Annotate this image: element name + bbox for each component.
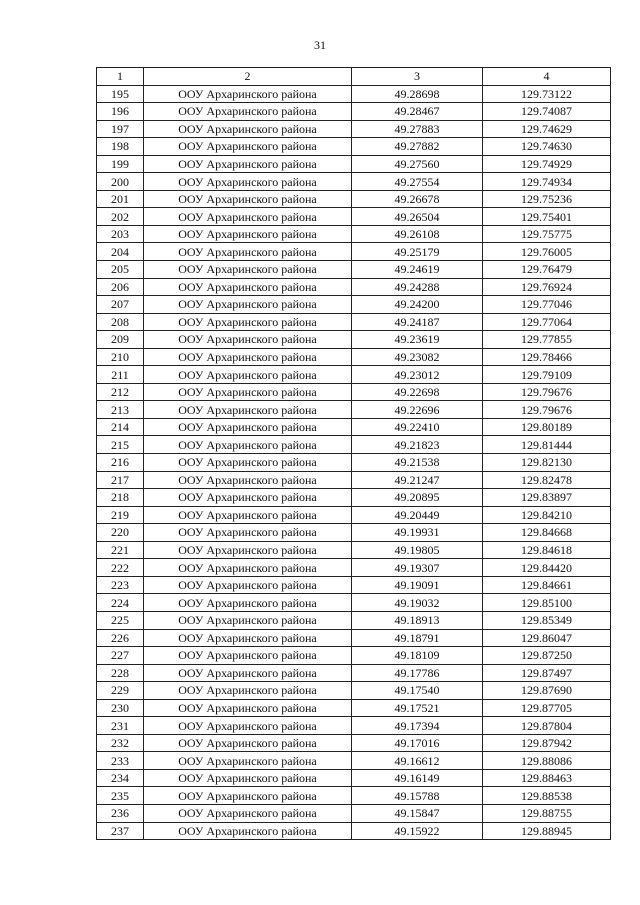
table-row xyxy=(97,594,611,612)
latitude-cell: 49.23082 xyxy=(352,348,483,366)
longitude-cell: 129.85100 xyxy=(483,594,611,612)
organization-cell: ООУ Архаринского района xyxy=(144,243,352,261)
row-number-cell: 203 xyxy=(97,225,144,243)
longitude-cell: 129.84668 xyxy=(483,524,611,542)
table-row xyxy=(97,208,611,226)
longitude-cell: 129.84420 xyxy=(483,559,611,577)
table-row xyxy=(97,278,611,296)
table-row xyxy=(97,647,611,665)
organization-cell: ООУ Архаринского района xyxy=(144,190,352,208)
organization-cell: ООУ Архаринского района xyxy=(144,348,352,366)
table-row xyxy=(97,138,611,156)
table-row xyxy=(97,85,611,103)
table-row xyxy=(97,734,611,752)
row-number-cell: 235 xyxy=(97,787,144,805)
organization-cell: ООУ Архаринского района xyxy=(144,383,352,401)
organization-cell: ООУ Архаринского района xyxy=(144,489,352,507)
table-row xyxy=(97,664,611,682)
latitude-cell: 49.21538 xyxy=(352,454,483,472)
latitude-cell: 49.26108 xyxy=(352,225,483,243)
row-number-cell: 222 xyxy=(97,559,144,577)
table-row xyxy=(97,173,611,191)
table-row xyxy=(97,682,611,700)
row-number-cell: 206 xyxy=(97,278,144,296)
latitude-cell: 49.22698 xyxy=(352,383,483,401)
latitude-cell: 49.22410 xyxy=(352,418,483,436)
latitude-cell: 49.27554 xyxy=(352,173,483,191)
row-number-cell: 214 xyxy=(97,418,144,436)
table-row xyxy=(97,717,611,735)
table-row xyxy=(97,524,611,542)
longitude-cell: 129.74934 xyxy=(483,173,611,191)
organization-cell: ООУ Архаринского района xyxy=(144,261,352,279)
table-row xyxy=(97,401,611,419)
organization-cell: ООУ Архаринского района xyxy=(144,594,352,612)
longitude-cell: 129.88086 xyxy=(483,752,611,770)
longitude-cell: 129.83897 xyxy=(483,489,611,507)
organization-cell: ООУ Архаринского района xyxy=(144,506,352,524)
longitude-cell: 129.73122 xyxy=(483,85,611,103)
latitude-cell: 49.24288 xyxy=(352,278,483,296)
row-number-cell: 196 xyxy=(97,103,144,121)
longitude-cell: 129.82478 xyxy=(483,471,611,489)
organization-cell: ООУ Архаринского района xyxy=(144,647,352,665)
row-number-cell: 224 xyxy=(97,594,144,612)
latitude-cell: 49.18791 xyxy=(352,629,483,647)
table-body xyxy=(97,68,611,840)
organization-cell: ООУ Архаринского района xyxy=(144,717,352,735)
latitude-cell: 49.15788 xyxy=(352,787,483,805)
latitude-cell: 49.23012 xyxy=(352,366,483,384)
longitude-cell: 129.77046 xyxy=(483,296,611,314)
latitude-cell: 49.19307 xyxy=(352,559,483,577)
latitude-cell: 49.27560 xyxy=(352,155,483,173)
longitude-cell: 129.87497 xyxy=(483,664,611,682)
table-row xyxy=(97,348,611,366)
organization-cell: ООУ Архаринского района xyxy=(144,752,352,770)
row-number-cell: 233 xyxy=(97,752,144,770)
organization-cell: ООУ Архаринского района xyxy=(144,225,352,243)
organization-cell: ООУ Архаринского района xyxy=(144,822,352,840)
table-row xyxy=(97,103,611,121)
longitude-cell: 129.80189 xyxy=(483,418,611,436)
latitude-cell: 49.17521 xyxy=(352,699,483,717)
longitude-cell: 129.75236 xyxy=(483,190,611,208)
row-number-cell: 198 xyxy=(97,138,144,156)
header-cell-4: 4 xyxy=(483,68,611,86)
row-number-cell: 195 xyxy=(97,85,144,103)
organization-cell: ООУ Архаринского района xyxy=(144,120,352,138)
longitude-cell: 129.79676 xyxy=(483,401,611,419)
longitude-cell: 129.75775 xyxy=(483,225,611,243)
row-number-cell: 229 xyxy=(97,682,144,700)
latitude-cell: 49.24187 xyxy=(352,313,483,331)
table-row xyxy=(97,436,611,454)
latitude-cell: 49.17786 xyxy=(352,664,483,682)
table-row xyxy=(97,611,611,629)
organization-cell: ООУ Архаринского района xyxy=(144,138,352,156)
table-row xyxy=(97,243,611,261)
latitude-cell: 49.19091 xyxy=(352,576,483,594)
longitude-cell: 129.88755 xyxy=(483,804,611,822)
organization-cell: ООУ Архаринского района xyxy=(144,471,352,489)
row-number-cell: 218 xyxy=(97,489,144,507)
header-cell-1: 1 xyxy=(97,68,144,86)
organization-cell: ООУ Архаринского района xyxy=(144,436,352,454)
latitude-cell: 49.28698 xyxy=(352,85,483,103)
organization-cell: ООУ Архаринского района xyxy=(144,366,352,384)
organization-cell: ООУ Архаринского района xyxy=(144,734,352,752)
table-row xyxy=(97,454,611,472)
longitude-cell: 129.74630 xyxy=(483,138,611,156)
longitude-cell: 129.77064 xyxy=(483,313,611,331)
table-row xyxy=(97,699,611,717)
longitude-cell: 129.87804 xyxy=(483,717,611,735)
latitude-cell: 49.18109 xyxy=(352,647,483,665)
table-row xyxy=(97,541,611,559)
latitude-cell: 49.23619 xyxy=(352,331,483,349)
organization-cell: ООУ Архаринского района xyxy=(144,173,352,191)
table-row xyxy=(97,804,611,822)
row-number-cell: 226 xyxy=(97,629,144,647)
longitude-cell: 129.84661 xyxy=(483,576,611,594)
row-number-cell: 200 xyxy=(97,173,144,191)
row-number-cell: 223 xyxy=(97,576,144,594)
latitude-cell: 49.27882 xyxy=(352,138,483,156)
longitude-cell: 129.88463 xyxy=(483,769,611,787)
row-number-cell: 236 xyxy=(97,804,144,822)
header-cell-2: 2 xyxy=(144,68,352,86)
longitude-cell: 129.76005 xyxy=(483,243,611,261)
organization-cell: ООУ Архаринского района xyxy=(144,629,352,647)
latitude-cell: 49.19805 xyxy=(352,541,483,559)
latitude-cell: 49.22696 xyxy=(352,401,483,419)
longitude-cell: 129.84210 xyxy=(483,506,611,524)
table-header-row xyxy=(97,68,611,86)
organization-cell: ООУ Архаринского района xyxy=(144,559,352,577)
row-number-cell: 216 xyxy=(97,454,144,472)
latitude-cell: 49.21823 xyxy=(352,436,483,454)
organization-cell: ООУ Архаринского района xyxy=(144,313,352,331)
latitude-cell: 49.19032 xyxy=(352,594,483,612)
longitude-cell: 129.88538 xyxy=(483,787,611,805)
organization-cell: ООУ Архаринского района xyxy=(144,611,352,629)
table-row xyxy=(97,261,611,279)
row-number-cell: 201 xyxy=(97,190,144,208)
table-row xyxy=(97,313,611,331)
row-number-cell: 205 xyxy=(97,261,144,279)
organization-cell: ООУ Архаринского района xyxy=(144,401,352,419)
row-number-cell: 207 xyxy=(97,296,144,314)
longitude-cell: 129.78466 xyxy=(483,348,611,366)
page-number: 31 xyxy=(314,38,326,52)
row-number-cell: 217 xyxy=(97,471,144,489)
latitude-cell: 49.18913 xyxy=(352,611,483,629)
latitude-cell: 49.28467 xyxy=(352,103,483,121)
organization-cell: ООУ Архаринского района xyxy=(144,331,352,349)
longitude-cell: 129.79109 xyxy=(483,366,611,384)
organization-cell: ООУ Архаринского района xyxy=(144,664,352,682)
row-number-cell: 199 xyxy=(97,155,144,173)
longitude-cell: 129.76479 xyxy=(483,261,611,279)
longitude-cell: 129.81444 xyxy=(483,436,611,454)
table-row xyxy=(97,769,611,787)
row-number-cell: 237 xyxy=(97,822,144,840)
longitude-cell: 129.79676 xyxy=(483,383,611,401)
longitude-cell: 129.84618 xyxy=(483,541,611,559)
table-row xyxy=(97,418,611,436)
organization-cell: ООУ Архаринского района xyxy=(144,296,352,314)
organization-cell: ООУ Архаринского района xyxy=(144,682,352,700)
row-number-cell: 225 xyxy=(97,611,144,629)
table-row xyxy=(97,383,611,401)
organization-cell: ООУ Архаринского района xyxy=(144,454,352,472)
row-number-cell: 219 xyxy=(97,506,144,524)
latitude-cell: 49.21247 xyxy=(352,471,483,489)
organization-cell: ООУ Архаринского района xyxy=(144,699,352,717)
latitude-cell: 49.26678 xyxy=(352,190,483,208)
table-row xyxy=(97,190,611,208)
coordinates-table xyxy=(96,67,611,840)
latitude-cell: 49.15922 xyxy=(352,822,483,840)
table-row xyxy=(97,120,611,138)
organization-cell: ООУ Архаринского района xyxy=(144,541,352,559)
table-row xyxy=(97,366,611,384)
row-number-cell: 220 xyxy=(97,524,144,542)
organization-cell: ООУ Архаринского района xyxy=(144,576,352,594)
organization-cell: ООУ Архаринского района xyxy=(144,787,352,805)
organization-cell: ООУ Архаринского района xyxy=(144,769,352,787)
row-number-cell: 209 xyxy=(97,331,144,349)
table-row xyxy=(97,506,611,524)
latitude-cell: 49.19931 xyxy=(352,524,483,542)
longitude-cell: 129.77855 xyxy=(483,331,611,349)
longitude-cell: 129.76924 xyxy=(483,278,611,296)
table-row xyxy=(97,225,611,243)
latitude-cell: 49.27883 xyxy=(352,120,483,138)
latitude-cell: 49.24619 xyxy=(352,261,483,279)
longitude-cell: 129.87690 xyxy=(483,682,611,700)
table-row xyxy=(97,155,611,173)
longitude-cell: 129.87705 xyxy=(483,699,611,717)
row-number-cell: 232 xyxy=(97,734,144,752)
longitude-cell: 129.74629 xyxy=(483,120,611,138)
row-number-cell: 197 xyxy=(97,120,144,138)
longitude-cell: 129.87250 xyxy=(483,647,611,665)
table-row xyxy=(97,752,611,770)
longitude-cell: 129.85349 xyxy=(483,611,611,629)
header-cell-3: 3 xyxy=(352,68,483,86)
latitude-cell: 49.17540 xyxy=(352,682,483,700)
latitude-cell: 49.20449 xyxy=(352,506,483,524)
latitude-cell: 49.17016 xyxy=(352,734,483,752)
latitude-cell: 49.16149 xyxy=(352,769,483,787)
row-number-cell: 234 xyxy=(97,769,144,787)
row-number-cell: 227 xyxy=(97,647,144,665)
longitude-cell: 129.88945 xyxy=(483,822,611,840)
longitude-cell: 129.75401 xyxy=(483,208,611,226)
table-row xyxy=(97,331,611,349)
row-number-cell: 210 xyxy=(97,348,144,366)
longitude-cell: 129.82130 xyxy=(483,454,611,472)
row-number-cell: 204 xyxy=(97,243,144,261)
table-row xyxy=(97,822,611,840)
latitude-cell: 49.24200 xyxy=(352,296,483,314)
table-row xyxy=(97,559,611,577)
organization-cell: ООУ Архаринского района xyxy=(144,278,352,296)
row-number-cell: 213 xyxy=(97,401,144,419)
row-number-cell: 212 xyxy=(97,383,144,401)
table-row xyxy=(97,489,611,507)
row-number-cell: 228 xyxy=(97,664,144,682)
longitude-cell: 129.86047 xyxy=(483,629,611,647)
organization-cell: ООУ Архаринского района xyxy=(144,418,352,436)
table-row xyxy=(97,471,611,489)
organization-cell: ООУ Архаринского района xyxy=(144,155,352,173)
row-number-cell: 211 xyxy=(97,366,144,384)
organization-cell: ООУ Архаринского района xyxy=(144,804,352,822)
organization-cell: ООУ Архаринского района xyxy=(144,103,352,121)
row-number-cell: 230 xyxy=(97,699,144,717)
row-number-cell: 221 xyxy=(97,541,144,559)
latitude-cell: 49.15847 xyxy=(352,804,483,822)
latitude-cell: 49.16612 xyxy=(352,752,483,770)
row-number-cell: 208 xyxy=(97,313,144,331)
longitude-cell: 129.87942 xyxy=(483,734,611,752)
organization-cell: ООУ Архаринского района xyxy=(144,524,352,542)
organization-cell: ООУ Архаринского района xyxy=(144,85,352,103)
table-row xyxy=(97,296,611,314)
row-number-cell: 231 xyxy=(97,717,144,735)
latitude-cell: 49.26504 xyxy=(352,208,483,226)
row-number-cell: 202 xyxy=(97,208,144,226)
latitude-cell: 49.20895 xyxy=(352,489,483,507)
organization-cell: ООУ Архаринского района xyxy=(144,208,352,226)
table-row xyxy=(97,787,611,805)
latitude-cell: 49.17394 xyxy=(352,717,483,735)
table-row xyxy=(97,576,611,594)
row-number-cell: 215 xyxy=(97,436,144,454)
longitude-cell: 129.74929 xyxy=(483,155,611,173)
longitude-cell: 129.74087 xyxy=(483,103,611,121)
latitude-cell: 49.25179 xyxy=(352,243,483,261)
table-row xyxy=(97,629,611,647)
